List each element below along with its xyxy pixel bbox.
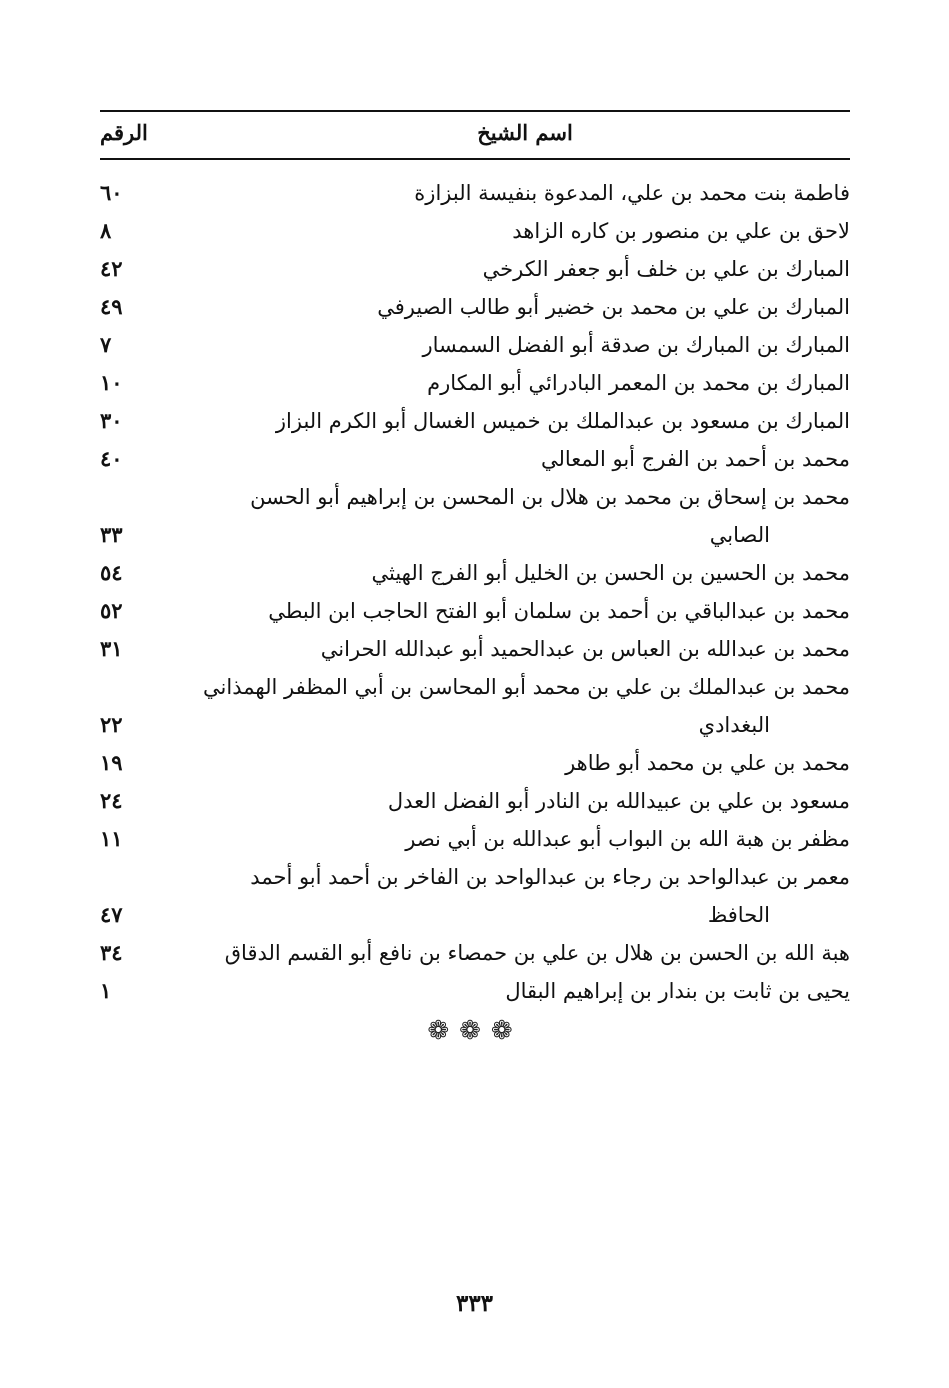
entry-number: ٤٠: [100, 446, 123, 471]
header-rule: [100, 158, 850, 160]
sheikh-name: [200, 858, 850, 934]
table-row: [100, 744, 850, 782]
entry-number: ٣٣: [100, 522, 123, 547]
name-line: المبارك بن علي بن محمد بن خضير أبو طالب الصيرفي: [377, 295, 850, 319]
entry-number: ٣٤: [100, 940, 123, 965]
sheikh-name: [200, 630, 850, 668]
number-column-header: الرقم: [100, 120, 148, 145]
entry-number: ١: [100, 978, 112, 1003]
name-line: معمر بن عبدالواحد بن رجاء بن عبدالواحد بن الفاخر بن أحمد أبو أحمد: [250, 865, 850, 889]
page-number: ٣٣٣: [455, 1290, 494, 1317]
entry-number: ٤٧: [100, 902, 123, 927]
name-continuation: البغدادي: [698, 713, 770, 737]
table-row: [100, 554, 850, 592]
table-row: [100, 820, 850, 858]
name-line: فاطمة بنت محمد بن علي، المدعوة بنفيسة البزازة: [414, 181, 850, 205]
entry-number: ١١: [100, 826, 123, 851]
sheikh-name: [200, 972, 850, 1010]
sheikh-name: [200, 478, 850, 554]
table-row: [100, 668, 850, 744]
table-row: [100, 212, 850, 250]
table-header: [100, 112, 850, 158]
table-row: [100, 364, 850, 402]
entry-number: ١٩: [100, 750, 123, 775]
table-row: [100, 972, 850, 1010]
entry-number: ٣١: [100, 636, 123, 661]
table-row: [100, 402, 850, 440]
sheikh-name: [200, 554, 850, 592]
name-line: مظفر بن هبة الله بن البواب أبو عبدالله بن أبي نصر: [405, 827, 850, 851]
name-line: المبارك بن مسعود بن عبدالملك بن خميس الغسال أبو الكرم البزاز: [275, 409, 850, 433]
name-line: محمد بن أحمد بن الفرج أبو المعالي: [541, 447, 850, 471]
entry-number: ٢٤: [100, 788, 123, 813]
sheikh-name: [200, 668, 850, 744]
name-line: محمد بن عبدالله بن العباس بن عبدالحميد أبو عبدالله الحراني: [320, 637, 850, 661]
table-row: [100, 858, 850, 934]
table-row: [100, 934, 850, 972]
entry-number: ٤٢: [100, 256, 123, 281]
sheikh-index-table: [100, 110, 850, 1046]
sheikh-name: [200, 174, 850, 212]
sheikh-name: [200, 934, 850, 972]
sheikh-name: [200, 326, 850, 364]
entry-number: ٥٤: [100, 560, 123, 585]
entry-number: ٣٠: [100, 408, 123, 433]
name-line: المبارك بن محمد بن المعمر البادرائي أبو المكارم: [427, 371, 850, 395]
entry-number: ٢٢: [100, 712, 123, 737]
table-row: [100, 250, 850, 288]
sheikh-name: [200, 288, 850, 326]
name-line: محمد بن الحسين بن الحسن بن الخليل أبو الفرج الهيثي: [371, 561, 850, 585]
entry-number: ٥٢: [100, 598, 123, 623]
name-line: مسعود بن علي بن عبيدالله بن النادر أبو الفضل العدل: [387, 789, 850, 813]
entry-number: ٧: [100, 332, 112, 357]
sheikh-name: [200, 782, 850, 820]
sheikh-name: [200, 592, 850, 630]
name-line: محمد بن عبدالملك بن علي بن محمد أبو المحاسن بن أبي المظفر الهمذاني: [203, 675, 850, 699]
name-line: محمد بن عبدالباقي بن أحمد بن سلمان أبو الفتح الحاجب ابن البطي: [268, 599, 850, 623]
table-row: [100, 326, 850, 364]
table-row: [100, 440, 850, 478]
name-column-header: اسم الشيخ: [477, 120, 573, 145]
name-line: محمد بن علي بن محمد أبو طاهر: [565, 751, 850, 775]
name-line: المبارك بن علي بن خلف أبو جعفر الكرخي: [482, 257, 850, 281]
table-row: [100, 174, 850, 212]
table-row: [100, 592, 850, 630]
sheikh-name: [200, 440, 850, 478]
sheikh-name: [200, 212, 850, 250]
entry-number: ٤٩: [100, 294, 123, 319]
name-line: محمد بن إسحاق بن محمد بن هلال بن المحسن بن إبراهيم أبو الحسن: [250, 485, 850, 509]
table-row: [100, 782, 850, 820]
name-line: يحيى بن ثابت بن بندار بن إبراهيم البقال: [505, 979, 850, 1003]
entry-number: ٦٠: [100, 180, 123, 205]
name-line: لاحق بن علي بن منصور بن كاره الزاهد: [512, 219, 850, 243]
name-continuation: الصابي: [709, 523, 770, 547]
sheikh-name: [200, 250, 850, 288]
name-line: هبة الله بن الحسن بن هلال بن علي بن حمصاء بن نافع أبو القسم الدقاق: [224, 941, 850, 965]
sheikh-name: [200, 402, 850, 440]
name-line: المبارك بن المبارك بن صدقة أبو الفضل السمسار: [422, 333, 850, 357]
table-rows: [100, 174, 850, 1010]
ornament-divider: ❁❁❁: [427, 1016, 523, 1046]
table-row: [100, 630, 850, 668]
table-row: [100, 478, 850, 554]
entry-number: ٨: [100, 218, 112, 243]
name-continuation: الحافظ: [707, 903, 770, 927]
table-row: [100, 288, 850, 326]
sheikh-name: [200, 364, 850, 402]
sheikh-name: [200, 744, 850, 782]
entry-number: ١٠: [100, 370, 123, 395]
sheikh-name: [200, 820, 850, 858]
